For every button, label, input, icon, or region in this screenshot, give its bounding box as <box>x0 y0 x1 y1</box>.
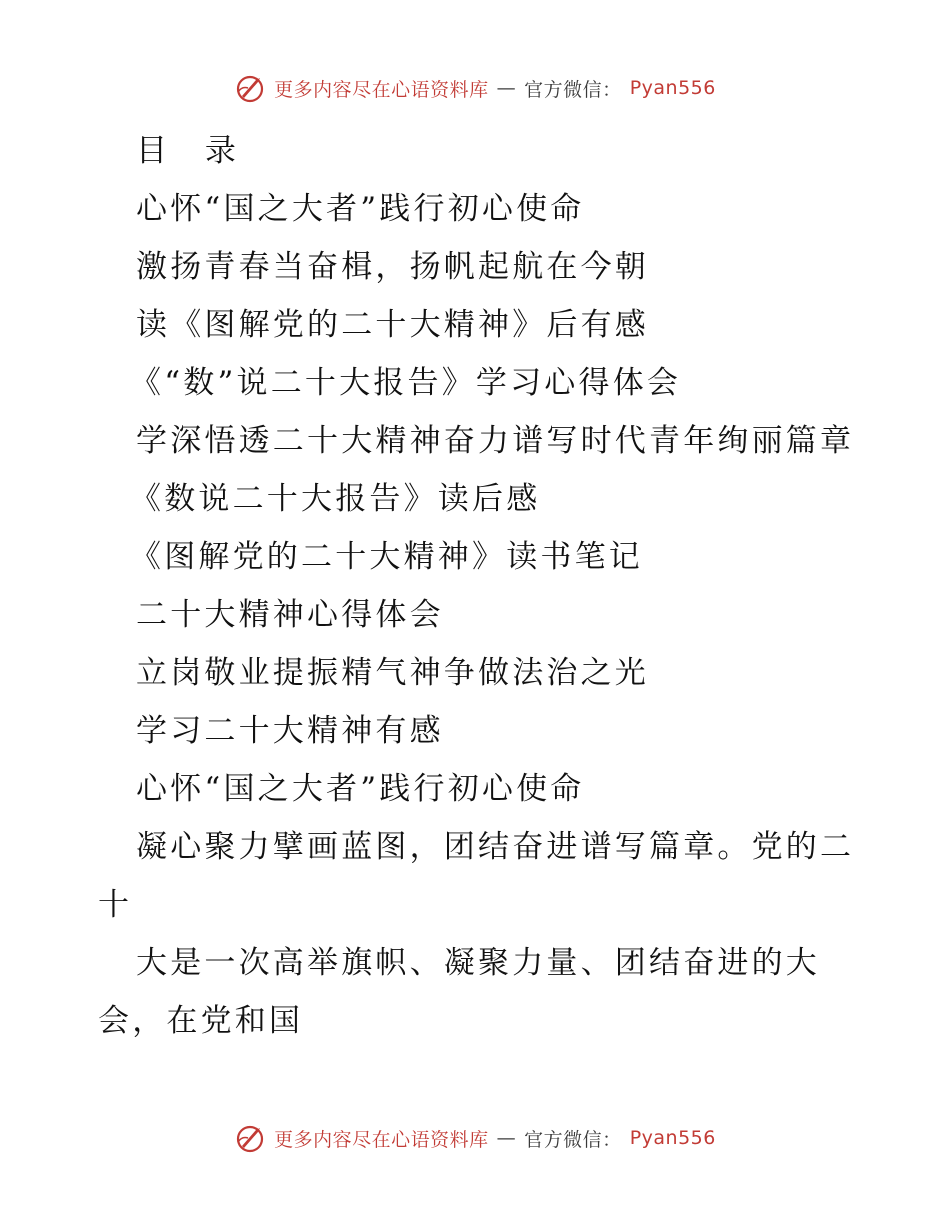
article-paragraph-line: 凝心聚力擘画蓝图，团结奋进谱写篇章。党的二 <box>136 829 855 865</box>
toc-title: 目 录 <box>136 133 250 169</box>
footer-banner <box>0 1122 950 1154</box>
toc-item: 激扬青春当奋楫，扬帆起航在今朝 <box>136 249 649 285</box>
article-title: 心怀“国之大者”践行初心使命 <box>136 771 585 807</box>
article-paragraph-line: 会，在党和国 <box>98 1003 304 1039</box>
toc-item: 读《图解党的二十大精神》后有感 <box>136 307 649 343</box>
header-banner <box>0 72 950 104</box>
article-paragraph-line: 大是一次高举旗帜、凝聚力量、团结奋进的大 <box>136 945 820 981</box>
toc-item: 学深悟透二十大精神奋力谱写时代青年绚丽篇章 <box>136 423 855 459</box>
toc-item: 《数说二十大报告》读后感 <box>130 481 541 517</box>
toc-item: 立岗敬业提振精气神争做法治之光 <box>136 655 649 691</box>
banner-dash: — <box>496 77 517 99</box>
toc-item: 心怀“国之大者”践行初心使命 <box>136 191 585 227</box>
document-body <box>0 122 950 1050</box>
toc-item: 《“数”说二十大报告》学习心得体会 <box>130 365 682 401</box>
article-paragraph-line: 十 <box>98 887 133 923</box>
toc-item: 《图解党的二十大精神》读书笔记 <box>130 539 643 575</box>
banner-wechat-id: Pyan556 <box>629 77 716 99</box>
banner-main-text: 更多内容尽在心语资料库 <box>274 1128 489 1151</box>
toc-item: 学习二十大精神有感 <box>136 713 444 749</box>
banner-main-text: 更多内容尽在心语资料库 <box>274 78 489 101</box>
quill-pen-logo-icon <box>234 1122 266 1154</box>
banner-dash: — <box>496 1127 517 1149</box>
banner-wechat-label: 官方微信： <box>524 1128 622 1151</box>
banner-wechat-id: Pyan556 <box>629 1127 716 1149</box>
banner-wechat-label: 官方微信： <box>524 78 622 101</box>
toc-item: 二十大精神心得体会 <box>136 597 444 633</box>
quill-pen-logo-icon <box>234 72 266 104</box>
